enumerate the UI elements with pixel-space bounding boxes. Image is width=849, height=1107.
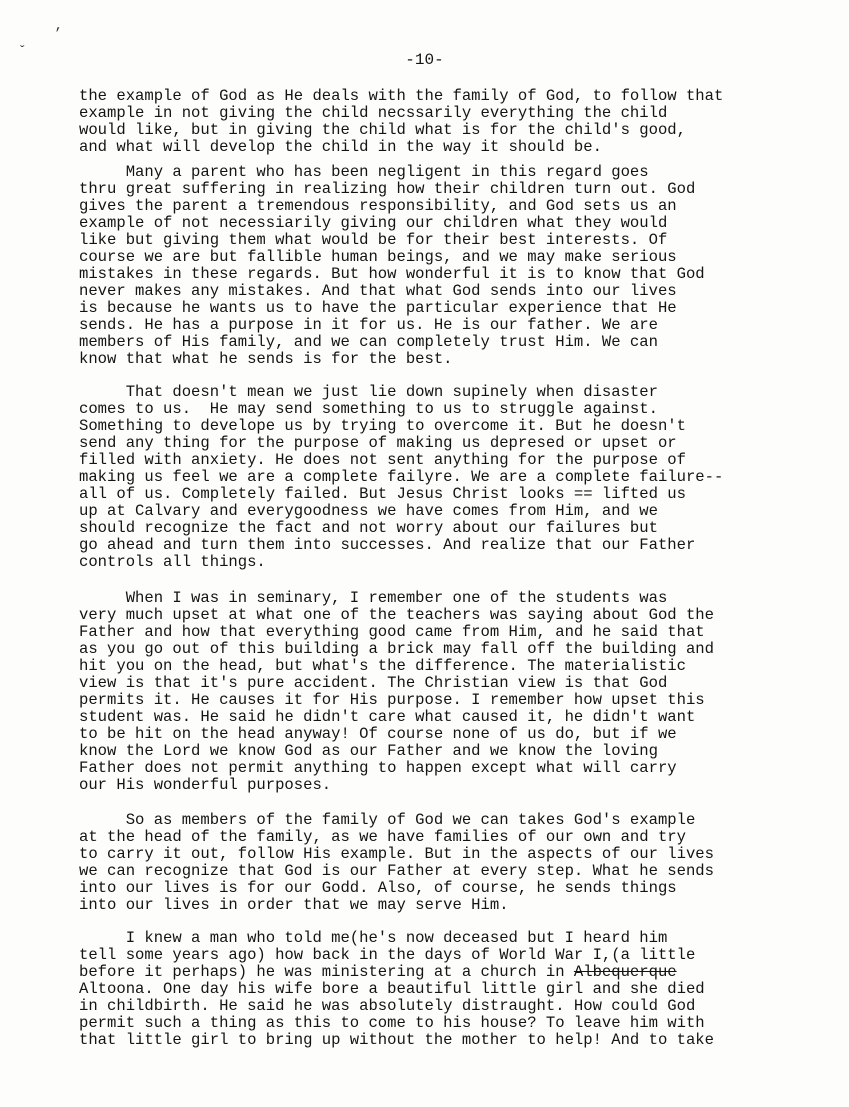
text-line: I knew a man who told me(he's now deceased but I heard him bbox=[79, 929, 668, 947]
text-line: should recognize the fact and not worry about our failures but bbox=[79, 519, 658, 537]
paragraph bbox=[79, 590, 819, 794]
struck-word: Albequerque bbox=[573, 963, 677, 981]
text-line: permit such a thing as this to come to his house? To leave him with bbox=[79, 1014, 705, 1032]
text-line: making us feel we are a complete failyre. We are a complete failure-- bbox=[79, 468, 724, 486]
text-line: filled with anxiety. He does not sent anything for the purpose of bbox=[79, 451, 686, 469]
text-line: our His wonderful purposes. bbox=[79, 776, 332, 794]
text-line: So as members of the family of God we can takes God's example bbox=[79, 811, 696, 829]
text-line: thru great suffering in realizing how their children turn out. God bbox=[79, 180, 696, 198]
text-line: members of His family, and we can completely trust Him. We can bbox=[79, 333, 658, 351]
text-line: and what will develop the child in the way it should be. bbox=[79, 138, 602, 156]
text-line: That doesn't mean we just lie down supinely when disaster bbox=[79, 383, 658, 401]
text-line: example in not giving the child necssarily everything the child bbox=[79, 104, 668, 122]
text-line: Many a parent who has been negligent in this regard goes bbox=[79, 163, 649, 181]
text-line: gives the parent a tremendous responsibility, and God sets us an bbox=[79, 197, 677, 215]
text-line: send any thing for the purpose of making us depresed or upset or bbox=[79, 434, 677, 452]
text-line: into our lives in order that we may serve Him. bbox=[79, 896, 509, 914]
text-line: would like, but in giving the child what is for the child's good, bbox=[79, 121, 686, 139]
text-line: view is that it's pure accident. The Christian view is that God bbox=[79, 674, 668, 692]
paragraph bbox=[79, 812, 819, 914]
text-line: is because he wants us to have the particular experience that He bbox=[79, 299, 677, 317]
text-line: in childbirth. He said he was absolutely distraught. How could God bbox=[79, 997, 696, 1015]
text-line: go ahead and turn them into successes. And realize that our Father bbox=[79, 536, 696, 554]
text-line: know the Lord we know God as our Father and we know the loving bbox=[79, 742, 658, 760]
text-line: up at Calvary and everygoodness we have comes from Him, and we bbox=[79, 502, 658, 520]
text-line: as you go out of this building a brick may fall off the building and bbox=[79, 640, 714, 658]
text-line: Father does not permit anything to happen except what will carry bbox=[79, 759, 677, 777]
stray-mark: ‚ bbox=[54, 18, 63, 34]
text-line: Altoona. One day his wife bore a beautiful little girl and she died bbox=[79, 980, 705, 998]
text-line: sends. He has a purpose in it for us. He is our father. We are bbox=[79, 316, 658, 334]
text-line: comes to us. He may send something to us to struggle against. bbox=[79, 400, 658, 418]
text-line: permits it. He causes it for His purpose. I remember how upset this bbox=[79, 691, 705, 709]
text-line: student was. He said he didn't care what caused it, he didn't want bbox=[79, 708, 696, 726]
text-line: before it perhaps) he was ministering at a church in Albequerque bbox=[79, 963, 677, 981]
text-line: to carry it out, follow His example. But in the aspects of our lives bbox=[79, 845, 714, 863]
text-line: mistakes in these regards. But how wonderful it is to know that God bbox=[79, 265, 705, 283]
paragraph bbox=[79, 384, 819, 571]
text-line: to be hit on the head anyway! Of course none of us do, but if we bbox=[79, 725, 677, 743]
text-line: tell some years ago) how back in the days of World War I,(a little bbox=[79, 946, 696, 964]
text-line: like but giving them what would be for their best interests. Of bbox=[79, 231, 668, 249]
paragraph bbox=[79, 164, 819, 368]
paragraph bbox=[79, 88, 819, 156]
stray-mark: ˇ bbox=[18, 44, 27, 60]
text-line: into our lives is for our Godd. Also, of course, he sends things bbox=[79, 879, 677, 897]
text-line: Father and how that everything good came from Him, and he said that bbox=[79, 623, 705, 641]
text-line: very much upset at what one of the teachers was saying about God the bbox=[79, 606, 714, 624]
text-line: know that what he sends is for the best. bbox=[79, 350, 453, 368]
text-line: hit you on the head, but what's the difference. The materialistic bbox=[79, 657, 686, 675]
page-number: -10- bbox=[405, 51, 444, 69]
text-line: When I was in seminary, I remember one of the students was bbox=[79, 589, 668, 607]
text-line: never makes any mistakes. And that what God sends into our lives bbox=[79, 282, 677, 300]
text-line: we can recognize that God is our Father at every step. What he sends bbox=[79, 862, 714, 880]
text-line: controls all things. bbox=[79, 553, 266, 571]
text-line: Something to develope us by trying to overcome it. But he doesn't bbox=[79, 417, 686, 435]
text-line: the example of God as He deals with the family of God, to follow that bbox=[79, 87, 724, 105]
text-line: at the head of the family, as we have families of our own and try bbox=[79, 828, 686, 846]
text-line: all of us. Completely failed. But Jesus Christ looks == lifted us bbox=[79, 485, 686, 503]
paragraph bbox=[79, 930, 819, 1049]
text-line: example of not necessiarily giving our children what they would bbox=[79, 214, 668, 232]
text-line: course we are but fallible human beings, and we may make serious bbox=[79, 248, 677, 266]
text-line: that little girl to bring up without the mother to help! And to take bbox=[79, 1031, 714, 1049]
